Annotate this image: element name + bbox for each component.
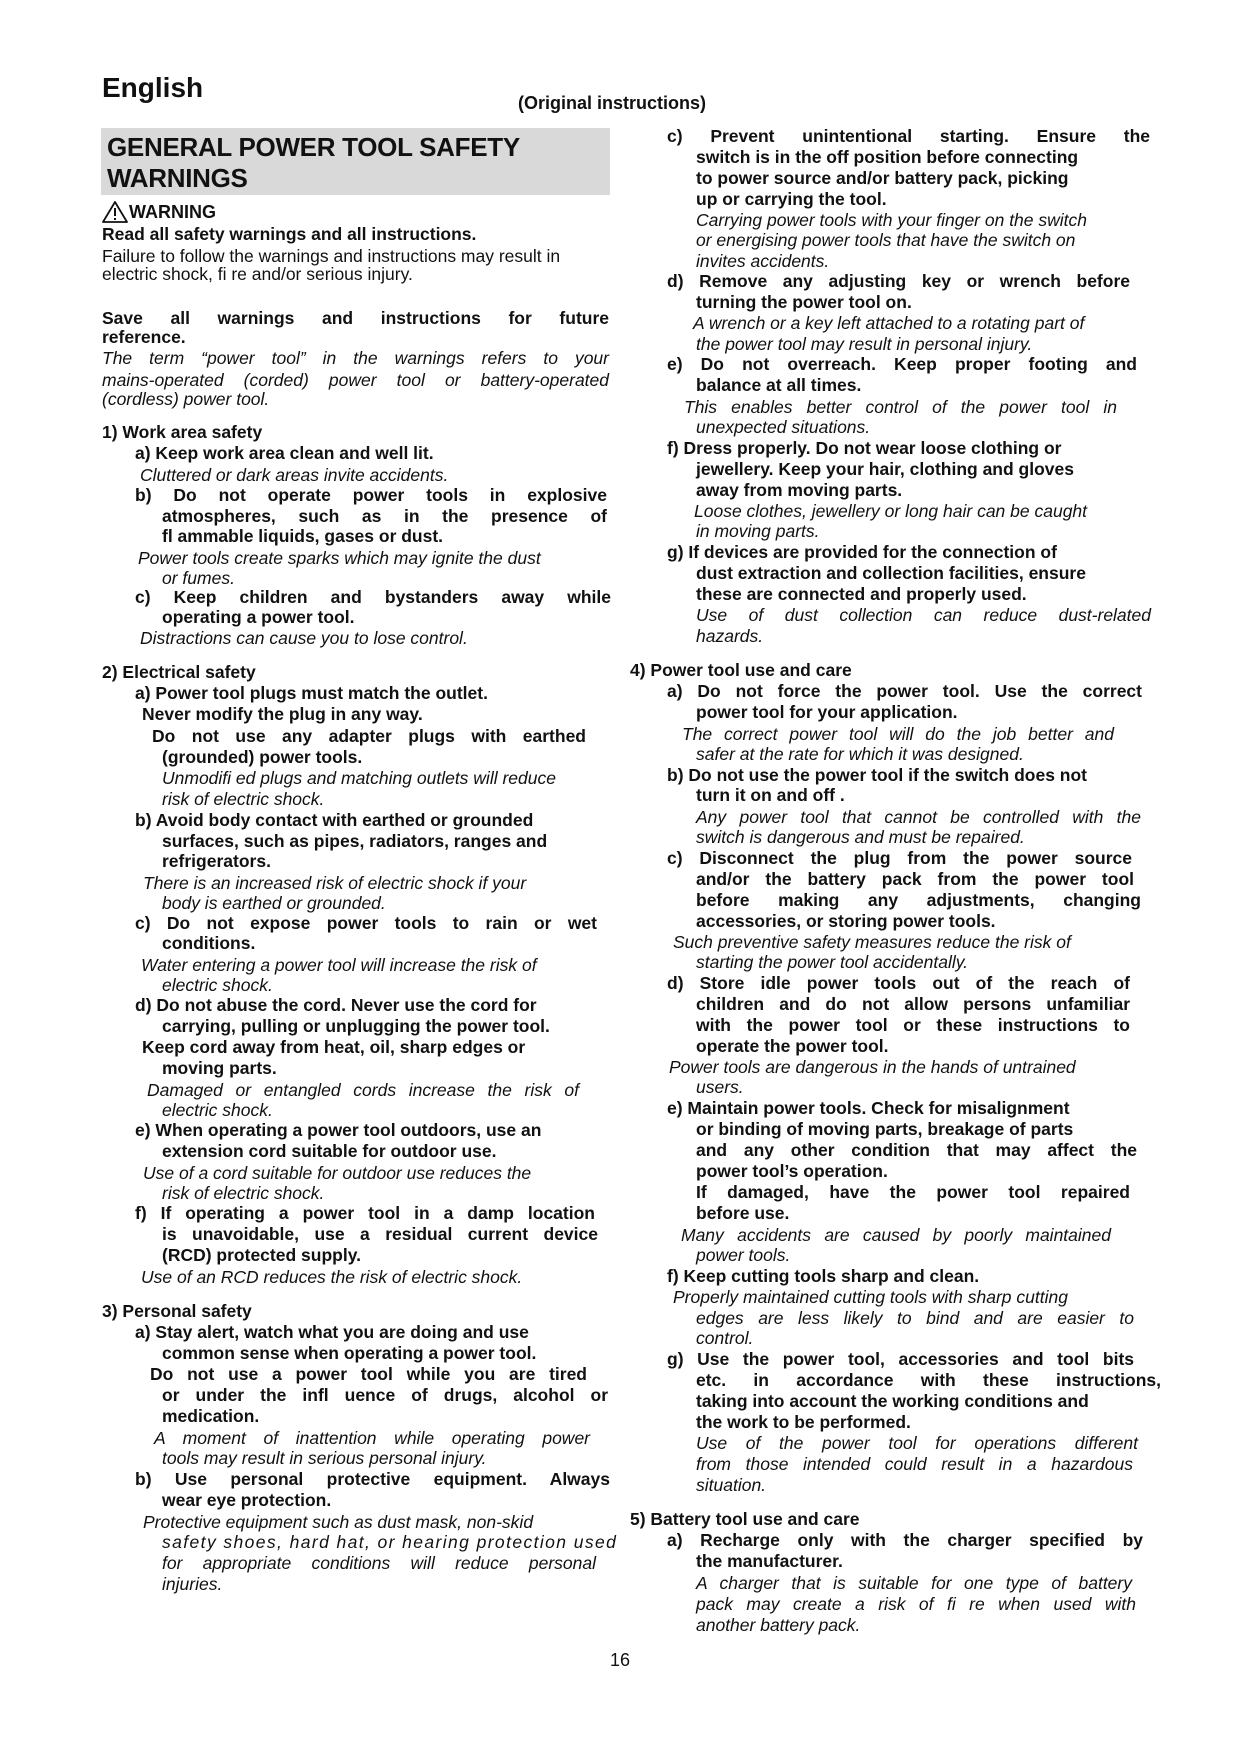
right-text-line: hazards. xyxy=(696,626,764,646)
left-text-line: b) Avoid body contact with earthed or grounded xyxy=(135,810,534,830)
right-text-line: turn it on and off . xyxy=(696,785,845,805)
right-text-line: turning the power tool on. xyxy=(696,292,912,312)
right-text-line: situation. xyxy=(696,1475,767,1495)
left-text-line: or under the infl uence of drugs, alcohol or xyxy=(162,1385,608,1405)
right-text-line: etc. in accordance with these instructions, xyxy=(696,1370,1161,1390)
left-text-line: b) Use personal protective equipment. Always xyxy=(135,1469,610,1489)
right-text-line: in moving parts. xyxy=(696,521,820,541)
warning-heading xyxy=(102,201,216,223)
right-text-line: power tools. xyxy=(696,1245,791,1265)
left-text-line: (RCD) protected supply. xyxy=(162,1245,361,1265)
right-text-line: a) Do not force the power tool. Use the correct xyxy=(667,681,1142,701)
right-text-line: invites accidents. xyxy=(696,251,830,271)
left-text-line: operating a power tool. xyxy=(162,607,355,627)
right-text-line: switch is dangerous and must be repaired. xyxy=(696,827,1025,847)
left-text-line: refrigerators. xyxy=(162,851,271,871)
right-text-line: or energising power tools that have the switch on xyxy=(696,230,1076,250)
left-text-line: Distractions can cause you to lose control. xyxy=(140,628,468,648)
right-text-line: The correct power tool will do the job better and xyxy=(682,724,1114,744)
left-text-line: Use of an RCD reduces the risk of electric shock. xyxy=(141,1267,523,1287)
left-text-line: risk of electric shock. xyxy=(162,1183,325,1203)
left-text-line: There is an increased risk of electric shock if your xyxy=(143,873,527,893)
right-text-line: f) Dress properly. Do not wear loose clothing or xyxy=(667,438,1062,458)
right-text-line: f) Keep cutting tools sharp and clean. xyxy=(667,1266,980,1286)
right-text-line: d) Remove any adjusting key or wrench before xyxy=(667,271,1130,291)
section-title xyxy=(107,132,520,194)
right-text-line: Properly maintained cutting tools with sharp cutting xyxy=(673,1287,1068,1307)
left-text-line: common sense when operating a power tool. xyxy=(162,1343,537,1363)
right-text-line: or binding of moving parts, breakage of parts xyxy=(696,1119,1074,1139)
right-text-line: dust extraction and collection facilities, ensure xyxy=(696,563,1086,583)
right-text-line: Use of the power tool for operations different xyxy=(696,1433,1138,1453)
left-text-line: fl ammable liquids, gases or dust. xyxy=(162,526,444,546)
right-text-line: with the power tool or these instructions to xyxy=(696,1015,1130,1035)
left-text-line: f) If operating a power tool in a damp location xyxy=(135,1203,595,1223)
left-text-line: medication. xyxy=(162,1406,260,1426)
right-text-line: and any other condition that may affect the xyxy=(696,1140,1137,1160)
left-text-line: Cluttered or dark areas invite accidents. xyxy=(140,465,449,485)
left-text-line: Never modify the plug in any way. xyxy=(142,704,423,724)
left-text-line: safety shoes, hard hat, or hearing protection used xyxy=(162,1532,618,1552)
left-text-line: Use of a cord suitable for outdoor use reduces the xyxy=(143,1163,532,1183)
right-text-line: If damaged, have the power tool repaired xyxy=(696,1182,1130,1202)
right-text-line: the power tool may result in personal injury. xyxy=(696,334,1033,354)
left-text-line: Power tools create sparks which may ignite the dust xyxy=(138,548,541,568)
right-text-line: taking into account the working conditions and xyxy=(696,1391,1089,1411)
original-instructions-note: (Original instructions) xyxy=(518,93,707,113)
right-text-line: This enables better control of the power tool in xyxy=(684,397,1117,417)
left-text-line: electric shock, fi re and/or serious injury. xyxy=(102,264,413,284)
section-title-line-1: GENERAL POWER TOOL SAFETY xyxy=(107,132,520,162)
right-text-line: starting the power tool accidentally. xyxy=(696,952,969,972)
left-text-line: electric shock. xyxy=(162,975,273,995)
right-text-line: another battery pack. xyxy=(696,1615,861,1635)
section-title-box xyxy=(101,128,610,195)
left-text-line: is unavoidable, use a residual current device xyxy=(162,1224,598,1244)
right-text-line: b) Do not use the power tool if the switch does not xyxy=(667,765,1087,785)
right-text-line: edges are less likely to bind and are easier to xyxy=(696,1308,1134,1328)
right-text-line: unexpected situations. xyxy=(696,417,871,437)
language-heading: English xyxy=(102,72,204,103)
right-text-line: pack may create a risk of fi re when used with xyxy=(696,1594,1136,1614)
right-text-line: c) Disconnect the plug from the power source xyxy=(667,848,1132,868)
left-text-line: risk of electric shock. xyxy=(162,789,325,809)
right-text-line: accessories, or storing power tools. xyxy=(696,911,996,931)
warning-label: WARNING xyxy=(129,201,216,222)
section-title-line-2: WARNINGS xyxy=(107,163,248,193)
right-text-line: A charger that is suitable for one type of battery xyxy=(696,1573,1132,1593)
right-text-line: control. xyxy=(696,1328,754,1348)
left-text-line: Do not use any adapter plugs with earthed xyxy=(152,726,586,746)
left-text-line: e) When operating a power tool outdoors, use an xyxy=(135,1120,542,1140)
left-text-line: atmospheres, such as in the presence of xyxy=(162,506,607,526)
left-text-line: Failure to follow the warnings and instructions may result in xyxy=(102,246,561,266)
right-text-line: g) Use the power tool, accessories and tool bits xyxy=(667,1349,1134,1369)
right-text-line: 5) Battery tool use and care xyxy=(630,1509,860,1529)
left-text-line: carrying, pulling or unplugging the power tool. xyxy=(162,1016,550,1036)
right-text-line: up or carrying the tool. xyxy=(696,189,887,209)
right-text-line: away from moving parts. xyxy=(696,480,903,500)
right-text-line: these are connected and properly used. xyxy=(696,584,1027,604)
right-text-line: users. xyxy=(696,1077,744,1097)
left-text-line: b) Do not operate power tools in explosive xyxy=(135,485,607,505)
right-text-line: Use of dust collection can reduce dust-related xyxy=(696,605,1151,625)
left-text-line: body is earthed or grounded. xyxy=(162,893,386,913)
left-text-line: a) Keep work area clean and well lit. xyxy=(135,443,434,463)
right-text-line: g) If devices are provided for the connection of xyxy=(667,542,1057,562)
right-text-line: before use. xyxy=(696,1203,790,1223)
right-text-line: Many accidents are caused by poorly maintained xyxy=(681,1225,1111,1245)
right-text-line: Any power tool that cannot be controlled with the xyxy=(696,807,1141,827)
right-text-line: Power tools are dangerous in the hands of untrained xyxy=(669,1057,1076,1077)
left-text-line: Unmodifi ed plugs and matching outlets will reduce xyxy=(162,768,556,788)
left-text-line: 3) Personal safety xyxy=(102,1301,252,1321)
left-text-line: mains-operated (corded) power tool or battery-operated xyxy=(102,370,609,390)
right-text-line: the work to be performed. xyxy=(696,1412,911,1432)
right-text-line: before making any adjustments, changing xyxy=(696,890,1141,910)
left-text-line: Damaged or entangled cords increase the risk of xyxy=(147,1080,579,1100)
right-text-line: e) Do not overreach. Keep proper footing and xyxy=(667,354,1137,374)
right-text-line: from those intended could result in a hazardous xyxy=(696,1454,1133,1474)
page-number: 16 xyxy=(610,1650,631,1670)
right-text-line: 4) Power tool use and care xyxy=(630,660,852,680)
left-text-line: A moment of inattention while operating power xyxy=(154,1428,590,1448)
left-text-line: injuries. xyxy=(162,1574,223,1594)
right-text-line: to power source and/or battery pack, picking xyxy=(696,168,1069,188)
left-text-line: Save all warnings and instructions for future xyxy=(102,308,609,328)
left-text-line: 1) Work area safety xyxy=(102,422,263,442)
left-text-line: wear eye protection. xyxy=(162,1490,332,1510)
right-text-line: and/or the battery pack from the power tool xyxy=(696,869,1134,889)
left-text-line: extension cord suitable for outdoor use. xyxy=(162,1141,497,1161)
left-text-line: (grounded) power tools. xyxy=(162,747,363,767)
left-text-line: Protective equipment such as dust mask, non-skid xyxy=(143,1512,534,1532)
left-text-line: Keep cord away from heat, oil, sharp edges or xyxy=(142,1037,526,1057)
left-text-line: Read all safety warnings and all instructions. xyxy=(102,224,477,244)
left-text-line: Water entering a power tool will increase the risk of xyxy=(141,955,537,975)
right-text-line: jewellery. Keep your hair, clothing and gloves xyxy=(696,459,1074,479)
right-text-line: children and do not allow persons unfamiliar xyxy=(696,994,1130,1014)
left-text-line: conditions. xyxy=(162,933,256,953)
right-text-line: the manufacturer. xyxy=(696,1551,843,1571)
right-text-line: Such preventive safety measures reduce the risk of xyxy=(673,932,1071,952)
left-text-line: tools may result in serious personal injury. xyxy=(162,1448,487,1468)
right-text-line: power tool for your application. xyxy=(696,702,958,722)
left-text-line: 2) Electrical safety xyxy=(102,662,256,682)
right-text-line: safer at the rate for which it was designed. xyxy=(696,744,1024,764)
right-text-line: balance at all times. xyxy=(696,375,862,395)
left-text-line: reference. xyxy=(102,327,186,347)
left-text-line: surfaces, such as pipes, radiators, ranges and xyxy=(162,831,548,851)
left-text-line: c) Do not expose power tools to rain or wet xyxy=(135,913,597,933)
left-text-line: Do not use a power tool while you are tired xyxy=(150,1364,587,1384)
right-text-line: a) Recharge only with the charger specified by xyxy=(667,1530,1143,1550)
left-text-line: moving parts. xyxy=(162,1058,277,1078)
left-text-line: The term “power tool” in the warnings refers to your xyxy=(102,348,609,368)
right-text-line: d) Store idle power tools out of the reach of xyxy=(667,973,1130,993)
right-text-line: operate the power tool. xyxy=(696,1036,889,1056)
left-text-line: a) Power tool plugs must match the outlet. xyxy=(135,683,488,703)
right-text-line: switch is in the off position before connecting xyxy=(696,147,1079,167)
right-text-line: Carrying power tools with your finger on the switch xyxy=(696,210,1088,230)
left-text-line: d) Do not abuse the cord. Never use the cord for xyxy=(135,995,537,1015)
left-text-line: a) Stay alert, watch what you are doing and use xyxy=(135,1322,529,1342)
right-text-line: c) Prevent unintentional starting. Ensure the xyxy=(667,126,1150,146)
right-text-line: A wrench or a key left attached to a rotating part of xyxy=(693,313,1085,333)
left-text-line: for appropriate conditions will reduce personal xyxy=(162,1553,596,1573)
right-text-line: power tool’s operation. xyxy=(696,1161,888,1181)
warning-triangle-icon xyxy=(102,201,128,223)
right-text-line: e) Maintain power tools. Check for misalignment xyxy=(667,1098,1070,1118)
left-text-line: c) Keep children and bystanders away while xyxy=(135,587,611,607)
left-text-line: (cordless) power tool. xyxy=(102,389,270,409)
right-text-line: Loose clothes, jewellery or long hair can be caught xyxy=(694,501,1088,521)
left-text-line: electric shock. xyxy=(162,1100,273,1120)
left-text-line: or fumes. xyxy=(162,568,235,588)
